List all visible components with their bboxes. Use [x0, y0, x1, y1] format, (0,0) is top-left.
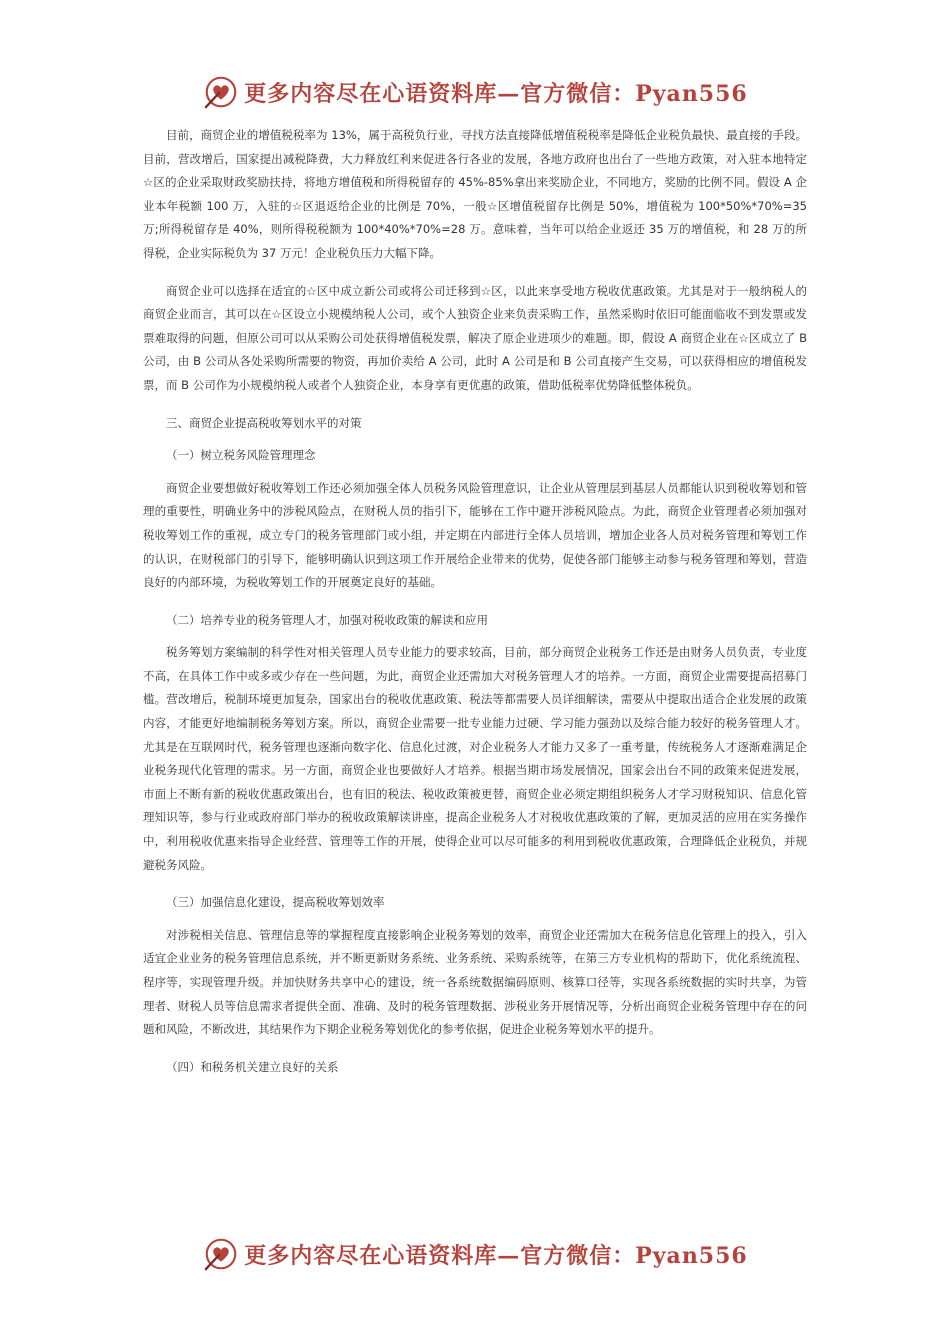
banner-inner-footer — [202, 1235, 748, 1273]
footer-banner — [0, 1232, 950, 1276]
paragraph-talent: 税务筹划方案编制的科学性对相关管理人员专业能力的要求较高，目前，部分商贸企业税务工作还是由财务人员负责，专业度不高，在具体工作中或多或少存在一些问题，为此，商贸企业还需加大对税务管理人才的培养。一方面，商贸企业需要提高招募门槛。营改增后，税制环境更加复杂，国家出台的税收优惠政策、税法等都需要人员详细解读，需要从中提取出适合企业发展的政策内容，才能更好地编制税务筹划方案。所以，商贸企业需要一批专业能力过硬、学习能力强劲以及综合能力较好的税务管理人才。尤其是在互联网时代，税务管理也逐渐向数字化、信息化过渡，对企业税务人才能力又多了一重考量，传统税务人才逐渐难满足企业税务现代化管理的需求。另一方面，商贸企业也要做好人才培养。根据当期市场发展情况，国家会出台不同的政策来促进发展，市面上不断有新的税收优惠政策出台，也有旧的税法、税收政策被更替，商贸企业必须定期组织税务人才学习财税知识、信息化管理知识等，参与行业或政府部门举办的税收政策解读讲座，提高企业税务人才对税收优惠政策的了解，更加灵活的应用在实务操作中，利用税收优惠来指导企业经营、管理等工作的开展，使得企业可以尽可能多的利用到税收优惠政策，合理降低企业税负，并规避税务风险。 — [143, 645, 807, 872]
banner-text: 更多内容尽在心语资料库—官方微信：Pyan556 — [244, 80, 748, 107]
paragraph-vat-rate: 目前，商贸企业的增值税税率为 13%，属于高税负行业，寻找方法直接降低增值税税率是降低企业税负最快、最直接的手段。目前，营改增后，国家提出减税降费，大力释放红利来促进各行各业的发展，各地方政府也出台了一些地方政策，对入驻本地特定☆区的企业采取财政奖励扶持，将地方增值税和所得税留存的 45%-85%拿出来奖励企业，不同地方，奖励的比例不同。假设 A 企业本年税额 100 万，入驻的☆区退返给企业的比例是 70%，一般☆区增值税留存比例是 50%，增值税为 100*50%*70%=35 万;所得税留存是 40%，则所得税税额为 100*40%*70%=28 万。意味着，当年可以给企业返还 35 万的增值税，和 28 万的所得税，企业实际税负为 37 万元！企业税负压力大幅下降。 — [143, 128, 807, 260]
document-body — [143, 124, 807, 1088]
heart-pen-logo-icon — [202, 1235, 240, 1273]
banner-inner — [202, 73, 748, 111]
banner-text-footer: 更多内容尽在心语资料库—官方微信：Pyan556 — [244, 1242, 748, 1269]
subheading-talent: （二）培养专业的税务管理人才，加强对税收政策的解读和应用 — [166, 612, 488, 627]
paragraph-new-company: 商贸企业可以选择在适宜的☆区中成立新公司或将公司迁移到☆区，以此来享受地方税收优惠政策。尤其是对于一般纳税人的商贸企业而言，其可以在☆区设立小规模纳税人公司，或个人独资企业来负责采购工作，虽然采购时依旧可能面临收不到发票或发票难取得的问题，但原公司可以从采购公司处获得增值税发票，解决了原企业进项少的难题。即，假设 A 商贸企业在☆区成立了 B 公司，由 B 公司从各处采购所需要的物资，再加价卖给 A 公司，此时 A 公司是和 B 公司直接产生交易，可以获得相应的增值税发票，而 B 公司作为小规模纳税人或者个人独资企业，本身享有更优惠的政策，借助低税率优势降低整体税负。 — [143, 283, 807, 392]
subheading-tax-authority: （四）和税务机关建立良好的关系 — [166, 1059, 339, 1074]
paragraph-informatization: 对涉税相关信息、管理信息等的掌握程度直接影响企业税务筹划的效率，商贸企业还需加大在税务信息化管理上的投入，引入适宜企业业务的税务管理信息系统，并不断更新财务系统、业务系统、采购系统等，在第三方专业机构的帮助下，优化系统流程、程序等，实现管理升级。并加快财务共享中心的建设，统一各系统数据编码原则、核算口径等，实现各系统数据的实时共享，为管理者、财税人员等信息需求者提供全面、准确、及时的税务管理数据、涉税业务开展情况等，分析出商贸企业税务管理中存在的问题和风险，不断改进，其结果作为下期企业税务筹划优化的参考依据，促进企业税务筹划水平的提升。 — [143, 927, 807, 1037]
subheading-risk-management: （一）树立税务风险管理理念 — [166, 448, 316, 463]
section-heading-3: 三、商贸企业提高税收筹划水平的对策 — [166, 415, 362, 430]
heart-pen-logo-icon — [202, 73, 240, 111]
subheading-informatization: （三）加强信息化建设，提高税收筹划效率 — [166, 895, 385, 910]
header-banner — [0, 70, 950, 114]
paragraph-risk-management: 商贸企业要想做好税收筹划工作还必须加强全体人员税务风险管理意识，让企业从管理层到基层人员都能认识到税收筹划和管理的重要性，明确业务中的涉税风险点，在财税人员的指引下，能够在工作中避开涉税风险点。为此，商贸企业管理者必须加强对税收筹划工作的重视，成立专门的税务管理部门或小组，并定期在内部进行全体人员培训，增加企业各人员对税务管理和筹划工作的认识，在财税部门的引导下，能够明确认识到这项工作开展给企业带来的优势，促使各部门能够主动参与税务管理和筹划，营造良好的内部环境，为税收筹划工作的开展奠定良好的基础。 — [143, 480, 807, 590]
